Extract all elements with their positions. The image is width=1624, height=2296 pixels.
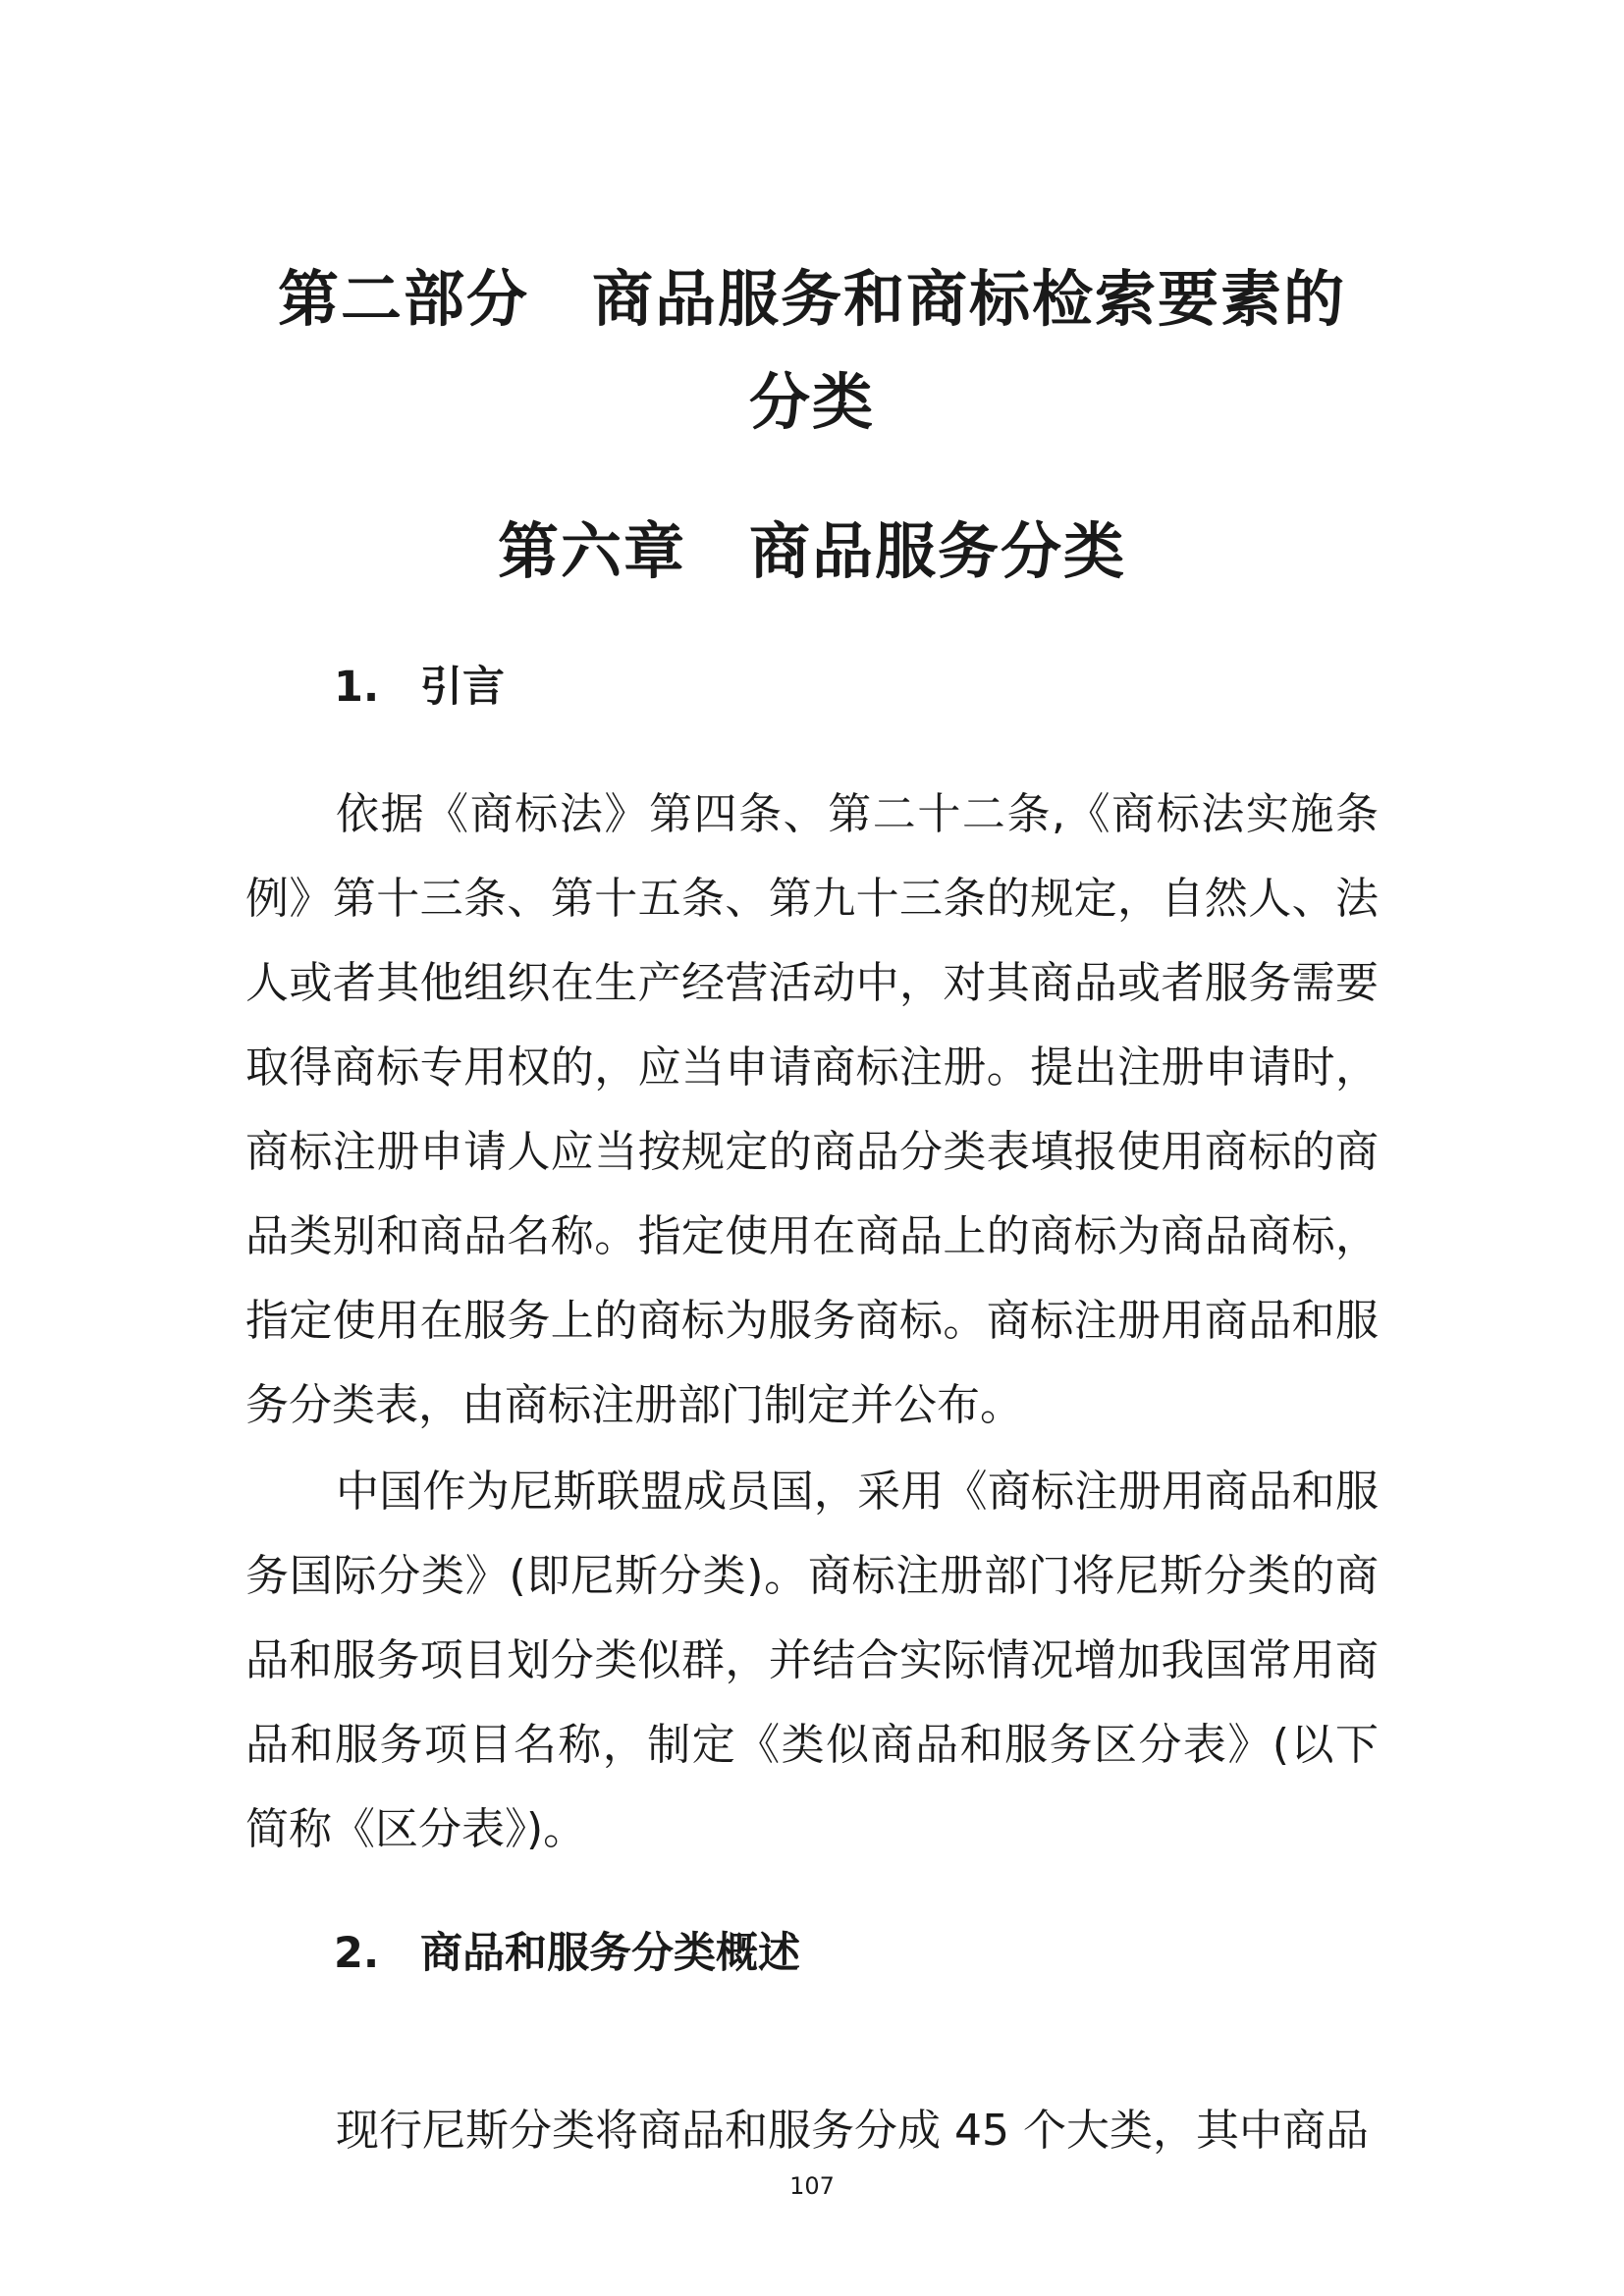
paragraph-nice-classification: 中国作为尼斯联盟成员国，采用《商标注册用商品和服务国际分类》(即尼斯分类)。商标注册部门将尼斯分类的商品和服务项目划分类似群，并结合实际情况增加我国常用商品和服务项目名称，制定《类似商品和服务区分表》(以下简称《区分表》)。 <box>245 1467 1379 1854</box>
section-title: 引言 <box>420 663 505 712</box>
paragraph-legal-basis: 依据《商标法》第四条、第二十二条,《商标法实施条例》第十三条、第十五条、第九十三条的规定，自然人、法人或者其他组织在生产经营活动中，对其商品或者服务需要取得商标专用权的，应当申请商标注册。提出注册申请时，商标注册申请人应当按规定的商品分类表填报使用商标的商品类别和商品名称。指定使用在商品上的商标为商品商标，指定使用在服务上的商标为服务商标。商标注册用商品和服务分类表，由商标注册部门制定并公布。 <box>245 789 1379 1430</box>
paragraph-classes-overview: 现行尼斯分类将商品和服务分成 45 个大类，其中商品 <box>336 2106 1369 2156</box>
section-number: 2. <box>334 1929 380 1978</box>
chapter-title: 第六章 商品服务分类 <box>497 515 1126 587</box>
page-number: 107 <box>789 2172 835 2200</box>
part-title-line1: 第二部分 商品服务和商标检索要素的 <box>277 263 1346 335</box>
section-heading-introduction <box>334 653 505 721</box>
section-title: 商品和服务分类概述 <box>420 1929 800 1978</box>
section-heading-overview <box>334 1919 800 1988</box>
section-number: 1. <box>334 663 380 712</box>
part-title-line2: 分类 <box>748 366 875 438</box>
